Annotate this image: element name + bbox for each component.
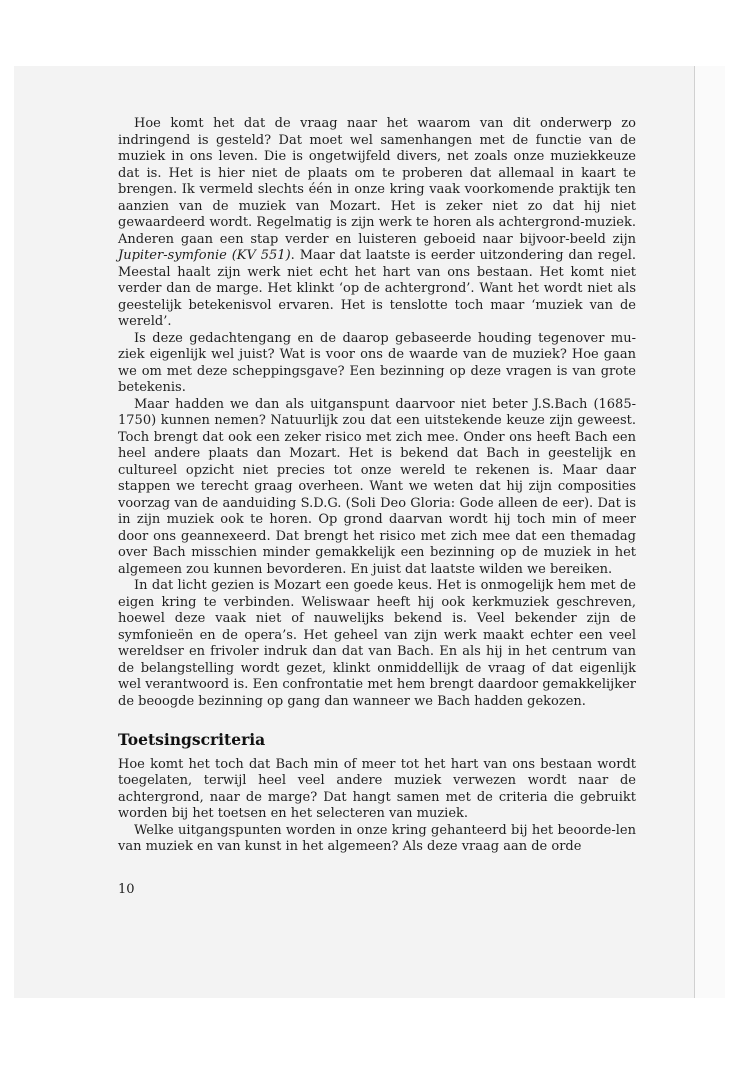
paragraph-intro — [118, 116, 636, 331]
paragraph-bach: Maar hadden we dan als uitganspunt daarvoor niet beter J.S.Bach (1685-1750) kunnen nemen? Natuurlijk zou dat een uitstekende keuze zijn geweest. Toch brengt dat ook een zeker risico met zich mee. Onder ons heeft Bach een heel andere plaats dan Mozart. Het is bekend dat Bach in geestelijk en cultureel opzicht niet precies tot onze wereld te rekenen is. Maar daar stappen we terecht graag overheen. Want we weten dat hij zijn composities voorzag van de aanduiding S.D.G. (Soli Deo Gloria: Gode alleen de eer). Dat is in zijn muziek ook te horen. Op grond daarvan wordt hij toch min of meer door ons geannexeerd. Dat brengt het risico met zich mee dat een themadag over Bach misschien minder gemakkelijk een bezinning op de muziek in het algemeen zou kunnen bevorderen. En juist dat laatste wilden we bereiken. — [118, 396, 636, 577]
page-number: 10 — [118, 882, 135, 897]
work-title: Jupiter-symfonie (KV 551) — [118, 248, 291, 263]
body-text — [118, 116, 636, 856]
paragraph-question: Is deze gedachtengang en de daarop gebaseerde houding tegenover mu-ziek eigenlijk wel juist? Wat is voor ons de waarde van de muziek? Hoe gaan we om met deze scheppingsgave? Een bezinning op deze vragen is van grote betekenis. — [118, 330, 636, 395]
page-edge — [694, 66, 725, 998]
paragraph-intro-part2: . Maar dat laatste is eerder uitzondering dan regel. Meestal haalt zijn werk niet echt het hart van ons bestaan. Het komt niet verder dan de marge. Het klinkt ‘op de achtergrond’. Want het wordt niet als geestelijk betekenisvol ervaren. Het is tenslotte toch maar ‘muziek van de wereld’. — [118, 248, 636, 329]
section-heading: Toetsingscriteria — [118, 730, 266, 749]
paragraph-principles: Welke uitgangspunten worden in onze kring gehanteerd bij het beoorde-len van muziek en van kunst in het algemeen? Als deze vraag aan de orde — [118, 822, 636, 854]
paragraph-mozart: In dat licht gezien is Mozart een goede keus. Het is onmogelijk hem met de eigen kring te verbinden. Weliswaar heeft hij ook kerkmuziek geschreven, hoewel deze vaak niet of nauwelijks bekend is. Veel bekender zijn de symfonieën en de opera’s. Het geheel van zijn werk maakt echter een veel wereldser en frivoler indruk dan dat van Bach. En als hij in het centrum van de belangstelling wordt gezet, klinkt onmiddellijk de vraag of dat eigenlijk wel verantwoord is. Een confrontatie met hem brengt daardoor gemakkelijker de beoogde bezinning op gang dan wanneer we Bach hadden gekozen. — [118, 578, 636, 709]
paragraph-intro-part1: Hoe komt het dat de vraag naar het waarom van dit onderwerp zo indringend is gesteld? Dat moet wel samenhangen met de functie van de muziek in ons leven. Die is ongetwijfeld divers, net zoals onze muziekkeuze dat is. Het is hier niet de plaats om te proberen dat allemaal in kaart te brengen. Ik vermeld slechts één in onze kring vaak voorkomende praktijk ten aanzien van de muziek van Mozart. Het is zeker niet zo dat hij niet gewaardeerd wordt. Regelmatig is zijn werk te horen als achtergrond-muziek. Anderen gaan een stap verder en luisteren geboeid naar bijvoor-beeld zijn — [118, 116, 636, 247]
paragraph-criteria: Hoe komt het toch dat Bach min of meer tot het hart van ons bestaan wordt toegelaten, terwijl heel veel andere muziek verwezen wordt naar de achtergrond, naar de marge? Dat hangt samen met de criteria die gebruikt worden bij het toetsen en het selecteren van muziek. — [118, 756, 636, 821]
